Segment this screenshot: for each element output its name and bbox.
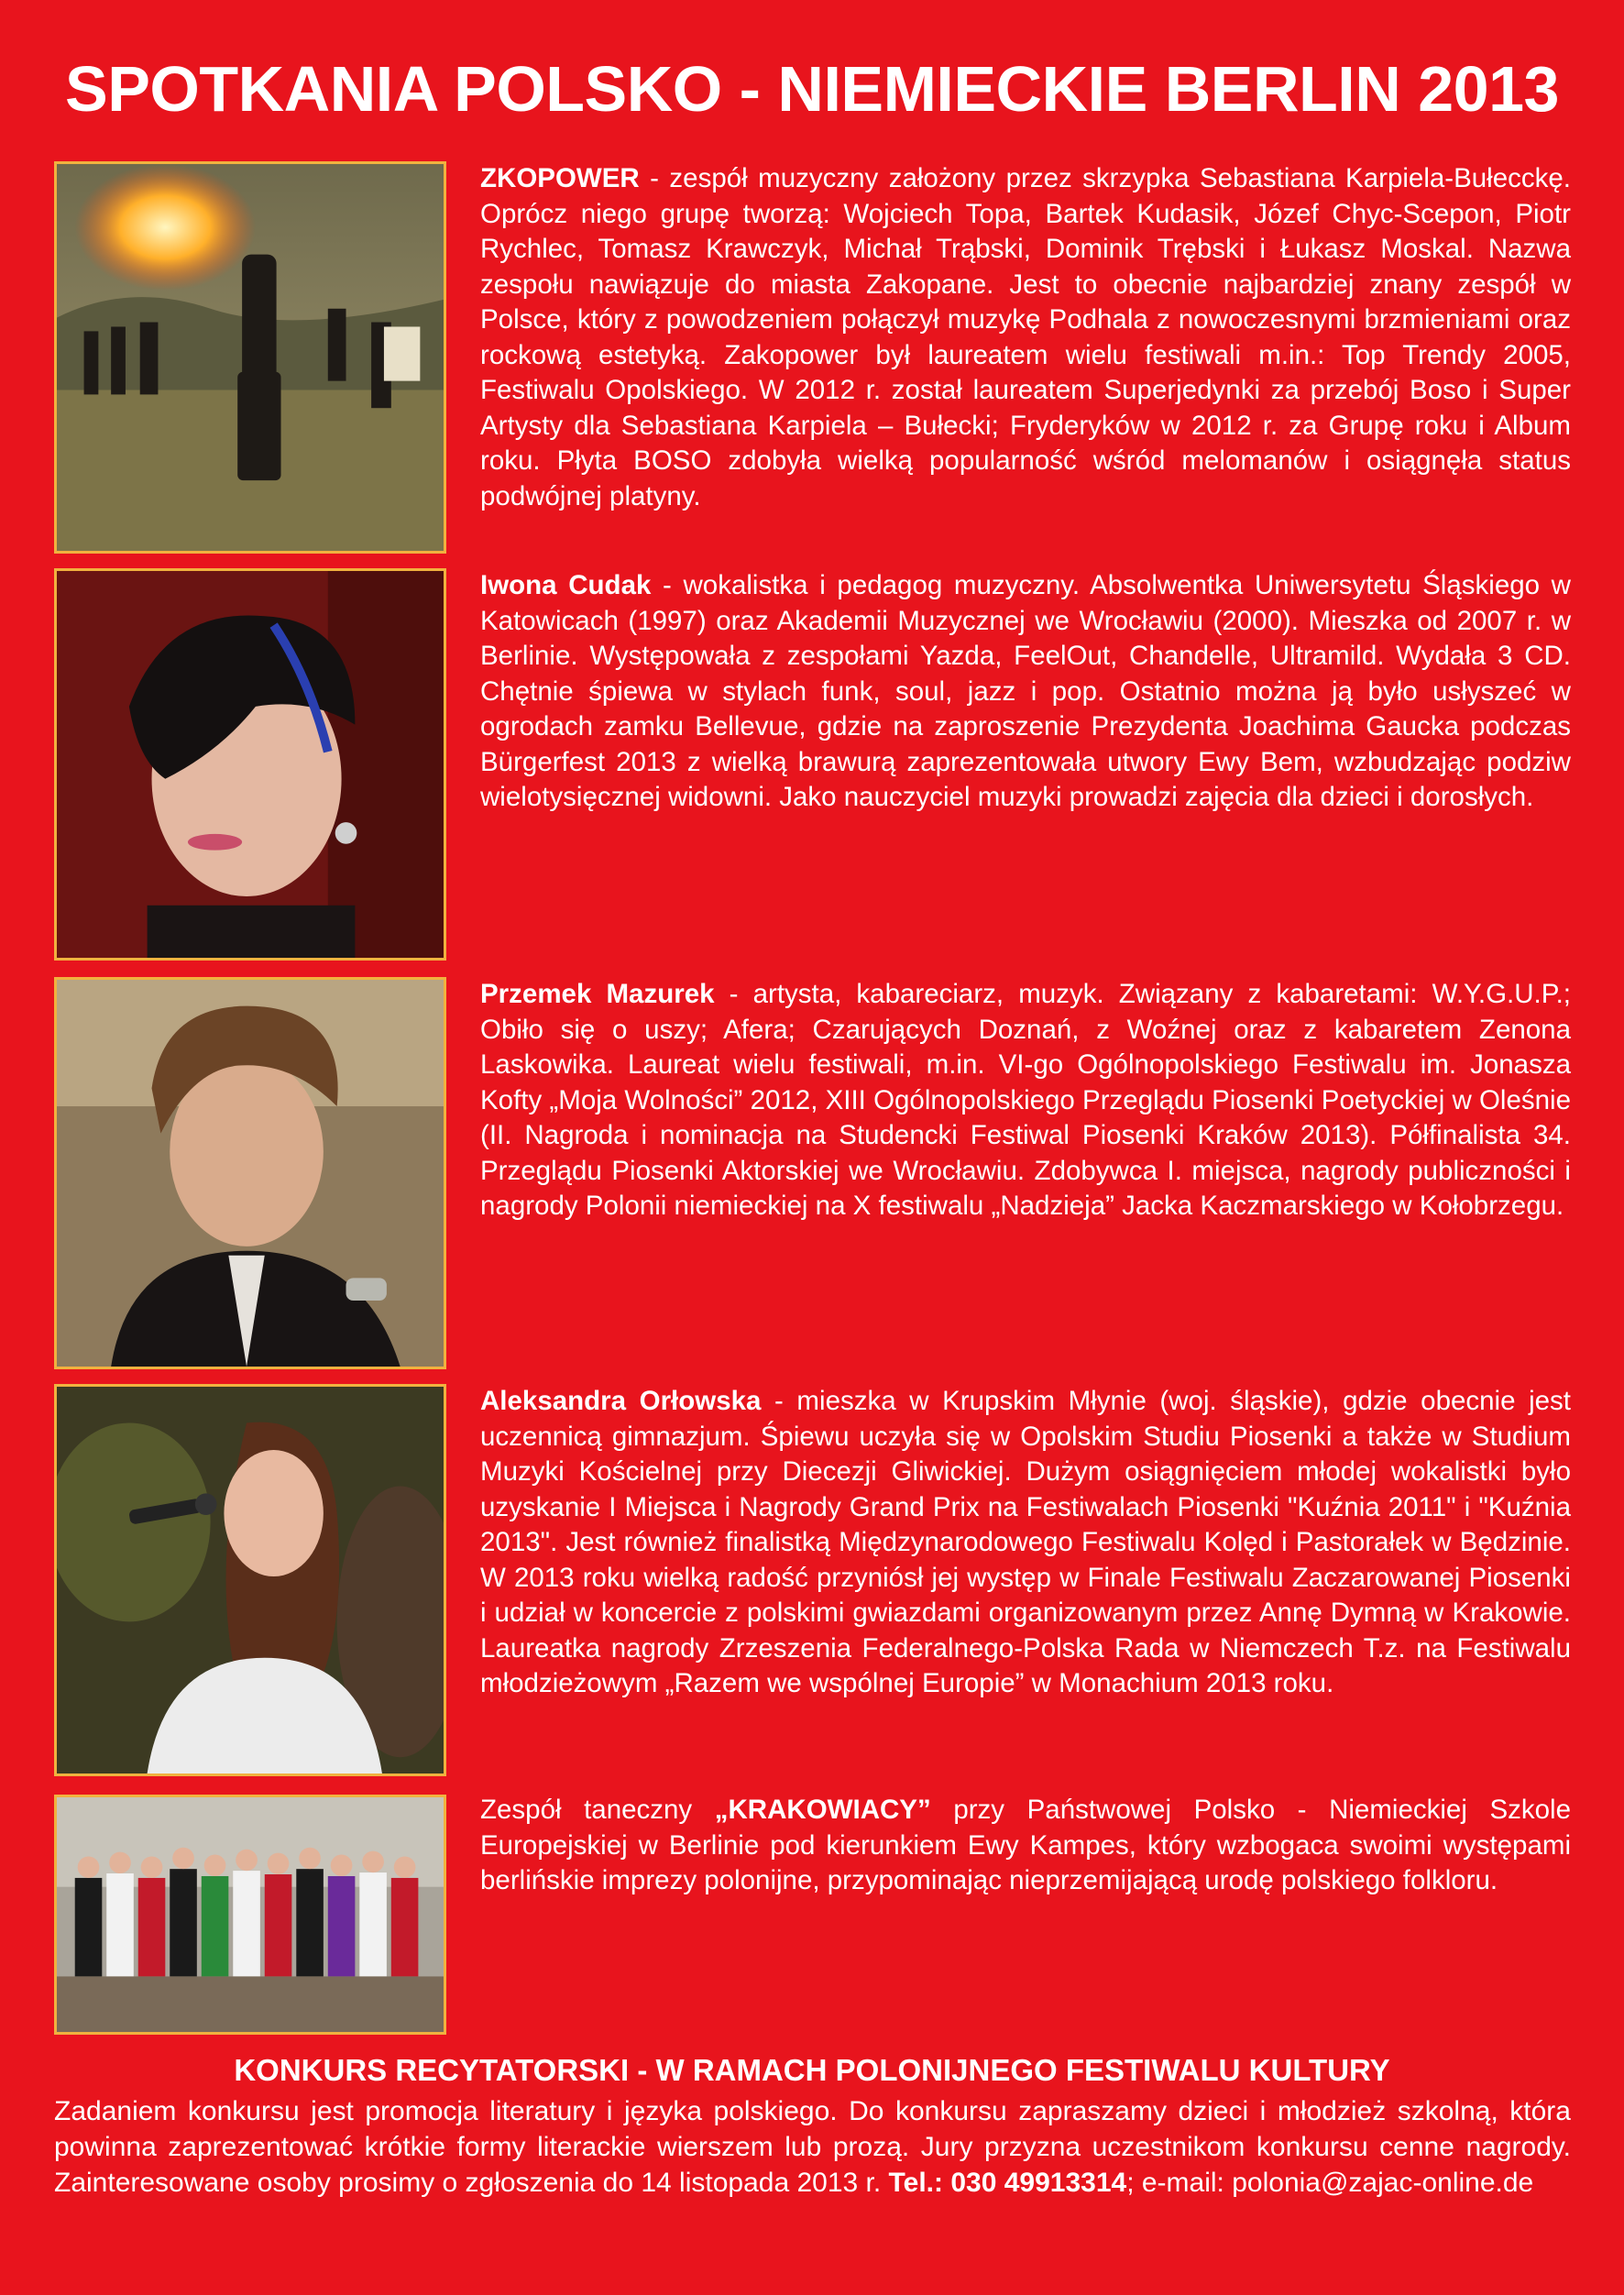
zakopower-name: ZKOPOWER (480, 163, 640, 193)
aleksandra-orlowska-text: - mieszka w Krupskim Młynie (woj. śląskie), gdzie obecnie jest uczennicą gimnazjum. Śpiewu uczyła się w Opolskim Studiu Piosenki a także w Studium Muzyki Kościelnej przy Diecezji Gliwickiej. Dużym osiągnięciem młodej wokalistki było uzyskanie I Miejsca i Nagrody Grand Prix na Festiwalach Piosenki "Kuźnia 2011" i "Kuźnia 2013". Jest również finalistką Międzynarodowego Festiwalu Kolęd i Pastorałek w Będzinie. W 2013 roku wielką radość przyniósł jej występ w Finale Festiwalu Zaczarowanej Piosenki i udział w koncercie z polskimi gwiazdami organizowanym przez Annę Dymną w Krakowie. Laureatka nagrody Zrzeszenia Federalnego-Polska Rada w Niemczech T.z. na Festiwalu młodzieżowym „Razem we wspólnej Europie” w Monachium 2013 roku. (480, 1386, 1571, 1698)
contest-description: Zadaniem konkursu jest promocja literatury i języka polskiego. Do konkursu zapraszamy dzieci i młodzież szkolną, która powinna zaprezentować krótkie formy literackie wierszem lub prozą. Jury przyzna uczestnikom konkursu cenne nagrody. Zainteresowane osoby prosimy o zgłoszenia do 14 listopada 2013 r. (54, 2096, 1571, 2198)
krakowiacy-text: przy Państwowej Polsko - Niemieckiej Szkole Europejskiej w Berlinie pod kierunkiem Ewy Kampes, który wzbogaca swoimi występami berlińskie imprezy polonijne, przypominając nieprzemijającą urodę polskiego folkloru. (480, 1795, 1571, 1895)
zakopower-bio (480, 161, 1571, 514)
zakopower-text: - zespół muzyczny założony przez skrzypka Sebastiana Karpiela-Bułecckę. Oprócz niego grupę tworzą: Wojciech Topa, Bartek Kudasik, Józef Chyc-Scepon, Piotr Rychlec, Tomasz Krawczyk, Michał Trąbski, Dominik Trębski i Łukasz Moskal. Nazwa zespołu nawiązuje do miasta Zakopane. Jest to obecnie najbardziej znany zespół w Polsce, który z powodzeniem połączył muzykę Podhala z nowoczesnymi brzmieniami oraz rockową estetyką. Zakopower był laureatem wielu festiwali m.in.: Top Trendy 2005, Festiwalu Opolskiego. W 2012 r. został laureatem Superjedynki za przebój Boso i Super Artysty dla Sebastiana Karpiela – Bułecki; Fryderyków w 2012 r. za Grupę roku i Album roku. Płyta BOSO zdobyła wielką popularność wśród melomanów i osiągnęła status podwójnej platyny. (480, 163, 1571, 511)
krakowiacy-bio (480, 1793, 1571, 1899)
contest-phone: Tel.: 030 49913314 (888, 2168, 1127, 2198)
iwona-cudak-bio (480, 568, 1571, 816)
krakowiacy-prefix: Zespół taneczny (480, 1795, 715, 1825)
krakowiacy-photo (54, 1795, 446, 2035)
przemek-mazurek-bio (480, 977, 1571, 1224)
przemek-mazurek-name: Przemek Mazurek (480, 979, 715, 1009)
iwona-cudak-text: - wokalistka i pedagog muzyczny. Absolwentka Uniwersytetu Śląskiego w Katowicach (1997) oraz Akademii Muzycznej we Wrocławiu (2000). Mieszka od 2007 r. w Berlinie. Występowała z zespołami Yazda, FeelOut, Chandelle, Ultramild. Wydała 3 CD. Chętnie śpiewa w stylach funk, soul, jazz i pop. Ostatnio można ją było usłyszeć w ogrodach zamku Bellevue, gdzie na zaproszenie Prezydenta Joachima Gaucka podczas Bürgerfest 2013 z wielką brawurą zaprezentowała utwory Ewy Bem, wzbudzając podziw wielotysięcznej widowni. Jako nauczyciel muzyki prowadzi zajęcia dla dzieci i dorosłych. (480, 570, 1571, 812)
iwona-cudak-photo (54, 568, 446, 961)
zakopower-photo (54, 161, 446, 554)
contest-email: ; e-mail: polonia@zajac-online.de (1126, 2168, 1534, 2198)
aleksandra-orlowska-bio (480, 1384, 1571, 1702)
przemek-mazurek-text: - artysta, kabareciarz, muzyk. Związany z kabaretami: W.Y.G.U.P.; Obiło się o uszy; Afera; Czarujących Doznań, z Woźnej oraz z kabaretem Zenona Laskowika. Laureat wielu festiwali, m.in. VI-go Ogólnopolskiego Festiwalu im. Jonasza Kofty „Moja Wolności” 2012, XIII Ogólnopolskiego Przeglądu Piosenki Poetyckiej w Oleśnie (II. Nagroda i nominacja na Studencki Festiwal Piosenki Kraków 2013). Półfinalista 34. Przeglądu Piosenki Aktorskiej we Wrocławiu. Zdobywca I. miejsca, nagrody publiczności i nagrody Polonii niemieckiej na X festiwalu „Nadzieja” Jacka Kaczmarskiego w Kołobrzegu. (480, 979, 1571, 1221)
contest-body (54, 2093, 1571, 2201)
contest-title: KONKURS RECYTATORSKI - W RAMACH POLONIJNEGO FESTIWALU KULTURY (234, 2053, 1390, 2087)
iwona-cudak-name: Iwona Cudak (480, 570, 652, 600)
przemek-mazurek-photo (54, 977, 446, 1369)
aleksandra-orlowska-name: Aleksandra Orłowska (480, 1386, 762, 1416)
aleksandra-orlowska-photo (54, 1384, 446, 1776)
page-title: SPOTKANIA POLSKO - NIEMIECKIE BERLIN 2013 (65, 53, 1559, 125)
krakowiacy-name: „KRAKOWIACY” (714, 1795, 931, 1825)
